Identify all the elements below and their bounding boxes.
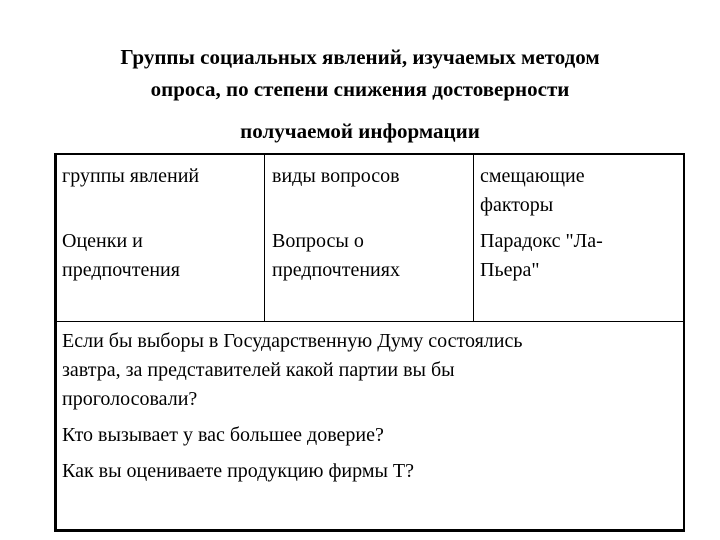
cell-assessments-line1: Оценки и <box>62 230 143 252</box>
question-1-line2: завтра, за представителей какой партии вы бы <box>62 359 455 381</box>
header-question-types <box>272 162 467 191</box>
header-bias-factors-line2: факторы <box>480 194 554 216</box>
title-line-2: опроса, по степени снижения достоверности <box>150 77 570 101</box>
header-phenomena-groups <box>62 162 257 191</box>
cell-assessments-line2: предпочтения <box>62 259 180 281</box>
header-question-types-text: виды вопросов <box>272 165 400 187</box>
header-bias-factors <box>480 162 675 220</box>
cell-lapiere-paradox-line2: Пьера" <box>480 259 540 281</box>
cell-lapiere-paradox-line1: Парадокс "Ла- <box>480 230 603 252</box>
header-bias-factors-line1: смещающие <box>480 165 585 187</box>
row-divider <box>57 321 683 322</box>
title-line-3: получаемой информации <box>240 119 480 143</box>
question-2: Кто вызывает у вас большее доверие? <box>62 424 384 446</box>
column-divider-2 <box>473 155 474 321</box>
question-1-line3: проголосовали? <box>62 388 198 410</box>
title-line-1: Группы социальных явлений, изучаемых методом <box>120 45 600 69</box>
cell-preference-questions <box>272 227 467 285</box>
cell-preference-questions-line2: предпочтениях <box>272 259 400 281</box>
question-3: Как вы оцениваете продукцию фирмы Т? <box>62 460 415 482</box>
question-1-line1: Если бы выборы в Государственную Думу состоялись <box>62 330 523 352</box>
column-divider-1 <box>264 155 265 321</box>
header-phenomena-groups-text: группы явлений <box>62 165 200 187</box>
cell-lapiere-paradox <box>480 227 675 285</box>
example-questions <box>62 327 672 486</box>
cell-assessments <box>62 227 257 285</box>
phenomena-table <box>54 153 685 532</box>
cell-preference-questions-line1: Вопросы о <box>272 230 364 252</box>
